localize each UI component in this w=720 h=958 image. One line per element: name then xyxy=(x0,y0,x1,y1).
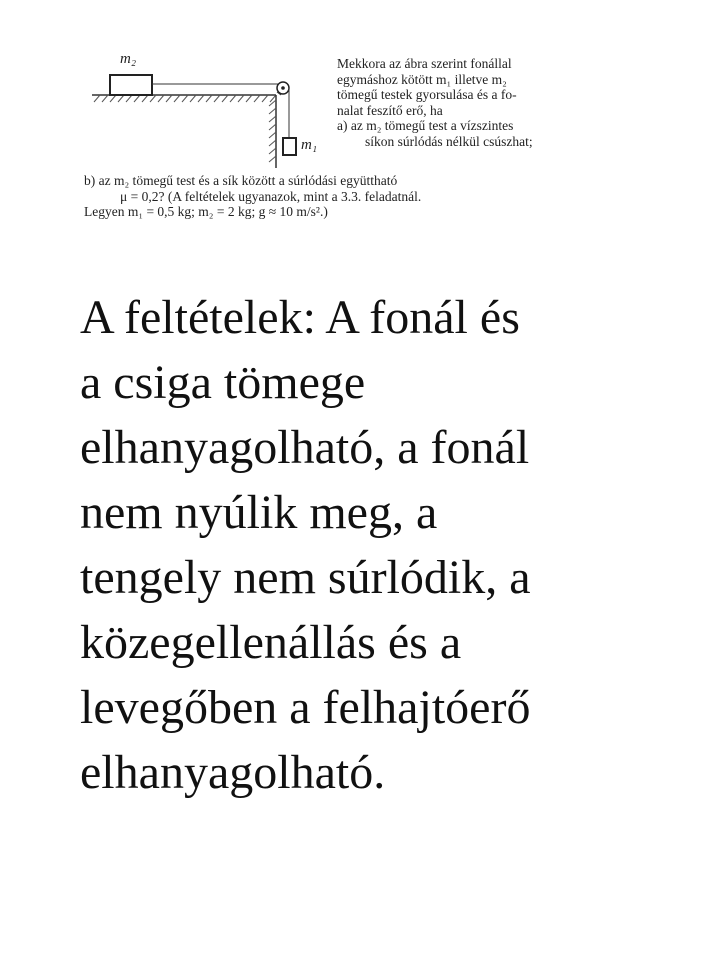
problem-continuation xyxy=(84,173,644,220)
problem-scan xyxy=(80,40,640,250)
label-m1: m₁ xyxy=(301,137,318,153)
problem-line: egymáshoz kötött m₁ illetve m₂ xyxy=(337,71,507,87)
problem-line: tömegű testek gyorsulása és a fo- xyxy=(337,87,517,102)
problem-statement xyxy=(337,56,637,149)
conditions-text xyxy=(80,285,700,805)
problem-line: a) az m₂ tömegű test a vízszintes xyxy=(337,118,514,133)
problem-line: b) az m₂ tömegű test és a sík között a súrlódási együttható xyxy=(84,173,398,188)
block-m2 xyxy=(110,75,152,95)
problem-line: Mekkora az ábra szerint fonállal xyxy=(337,56,512,71)
problem-line: síkon súrlódás nélkül csúszhat; xyxy=(365,133,533,149)
label-m2: m₂ xyxy=(120,51,137,67)
conditions-line: A feltételek: A fonál és xyxy=(80,291,520,344)
problem-line: μ = 0,2? (A feltételek ugyanazok, mint a 3.3. feladatnál. xyxy=(120,188,422,204)
problem-line: Legyen m₁ = 0,5 kg; m₂ = 2 kg; g ≈ 10 m/s².) xyxy=(84,204,328,219)
conditions-line: a csiga tömege xyxy=(80,356,366,409)
conditions-line: közegellenállás és a xyxy=(80,616,462,669)
pulley xyxy=(277,82,289,95)
conditions-line: levegőben a felhajtóerő xyxy=(80,681,531,734)
conditions-line: elhanyagolható. xyxy=(80,746,386,799)
table-surface xyxy=(92,95,276,102)
block-m1 xyxy=(283,138,296,155)
problem-line: nalat feszítő erő, ha xyxy=(337,102,443,118)
conditions-line: nem nyúlik meg, a xyxy=(80,486,438,539)
conditions-line: tengely nem súrlódik, a xyxy=(80,551,531,604)
table-edge xyxy=(269,95,276,168)
conditions-line: elhanyagolható, a fonál xyxy=(80,421,530,474)
